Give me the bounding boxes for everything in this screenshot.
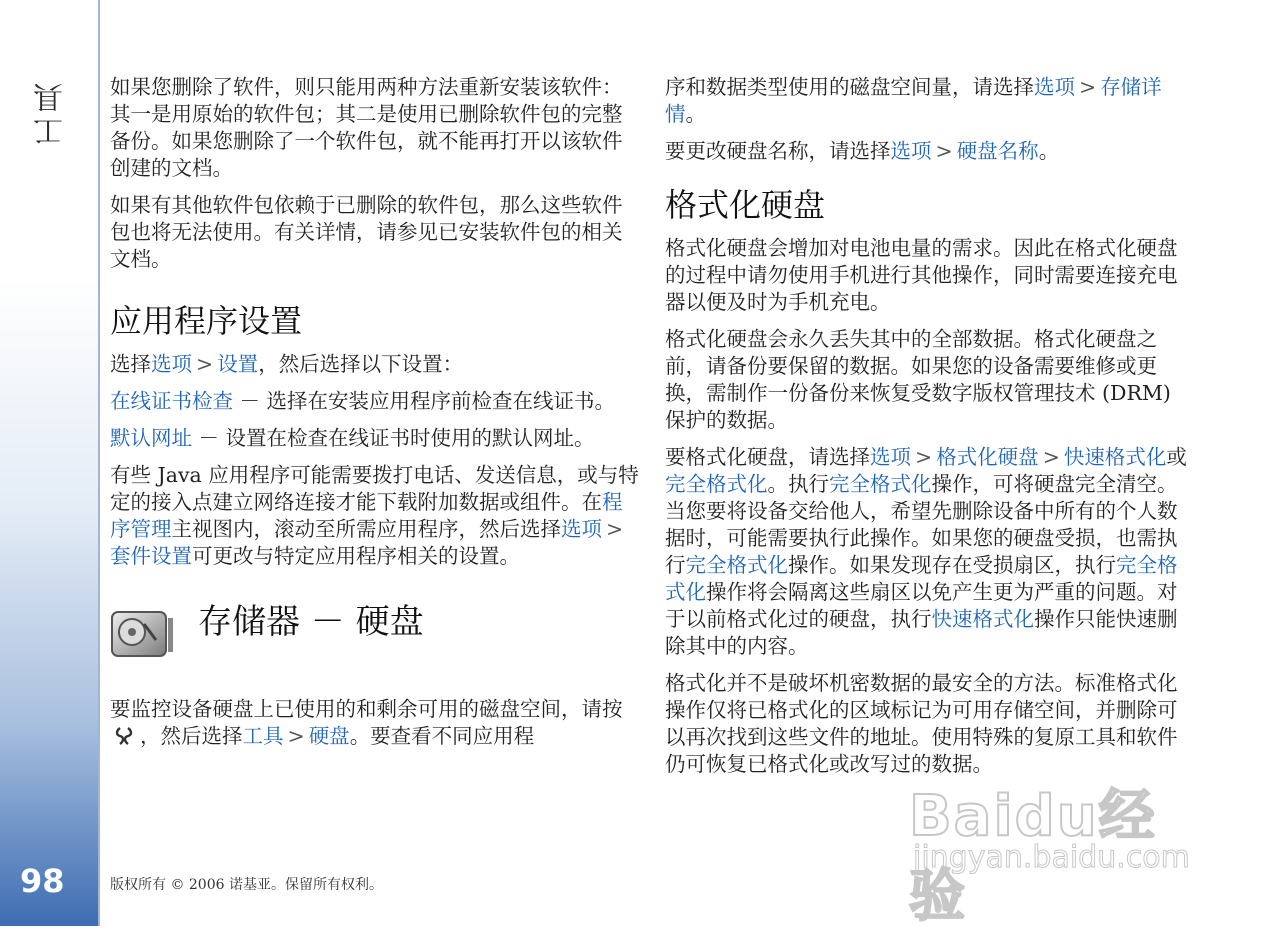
link-app-manager[interactable]: 程序管理 [110,490,623,541]
paragraph-select-settings [110,351,642,378]
text-cont-1: 序和数据类型使用的磁盘空间量，请选择 [665,75,1034,99]
arrow: > [196,352,214,376]
hard-disk-icon [110,606,176,662]
link-storage-details[interactable]: 存储详情 [665,75,1162,126]
link-options-3[interactable]: 选项 [1034,75,1075,99]
arrow: > [915,445,933,469]
text-java-2: 主视图内，滚动至所需应用程序，然后选择 [171,517,561,541]
paragraph-format-steps [665,444,1197,660]
right-column [665,74,1197,788]
link-full-format-2[interactable]: 完全格式化 [829,472,932,496]
text-online-cert-desc: － 选择在安装应用程序前检查在线证书。 [233,389,616,413]
arrow: > [935,139,953,163]
menu-key-icon [114,725,136,747]
link-options[interactable]: 选项 [151,352,192,376]
text-fp3-2: 。执行 [767,472,829,496]
text-select-suffix: ，然后选择以下设置： [258,352,464,376]
paragraph-storage-details [665,74,1197,128]
link-quick-format-2[interactable]: 快速格式化 [931,607,1034,631]
heading-app-settings: 应用程序设置 [110,302,303,340]
paragraph-java [110,462,642,570]
link-online-cert-check[interactable]: 在线证书检查 [110,389,233,413]
copyright-notice: 版权所有 © 2006 诺基亚。保留所有权利。 [110,877,383,893]
text-monitor-1: 要监控设备硬盘上已使用的和剩余可用的磁盘空间，请按 [110,697,623,721]
text-fp3-4: 操作。如果发现存在受损扇区，执行 [788,553,1116,577]
heading-format-hdd: 格式化硬盘 [665,186,826,224]
paragraph-dependencies: 如果有其他软件包依赖于已删除的软件包，那么这些软件包也将无法使用。有关详情，请参见已安装软件包的相关文档。 [110,193,623,271]
text-java-3: 可更改与特定应用程序相关的设置。 [192,544,520,568]
link-hdd[interactable]: 硬盘 [308,724,350,748]
section-label: 工具 [34,79,69,147]
text-fp3-3: 操作，可将硬盘完全清空。当您要将设备交给他人，希望先删除设备中所有的个人数据时，可能需要执行此操作。如果您的硬盘受损，也需执行 [665,472,1178,577]
link-full-format-3[interactable]: 完全格式化 [685,553,788,577]
link-quick-format[interactable]: 快速格式化 [1063,445,1167,469]
text-or: 或 [1166,445,1187,469]
watermark-url: jingyan.baidu.com [913,840,1190,875]
link-options-5[interactable]: 选项 [870,445,911,469]
text-monitor-3: 。要查看不同应用程 [349,724,535,748]
link-format-hdd[interactable]: 格式化硬盘 [936,445,1039,469]
text-period: 。 [685,102,706,126]
storage-heading-block [110,598,642,678]
link-full-format[interactable]: 完全格式化 [665,472,768,496]
link-full-format-4[interactable]: 完全格式化 [665,553,1178,604]
link-settings[interactable]: 设置 [217,352,259,376]
text-rename: 要更改硬盘名称，请选择 [665,139,891,163]
link-options-2[interactable]: 选项 [561,517,602,541]
left-column [110,74,642,760]
text-fp3-1: 要格式化硬盘，请选择 [665,445,870,469]
text-fp3-6: 操作只能快速删除其中的内容。 [665,607,1178,658]
watermark-logo: Baidu经验 [909,784,1157,929]
watermark [905,772,1205,929]
heading-storage: 存储器 － 硬盘 [198,602,424,642]
link-default-address[interactable]: 默认网址 [110,426,192,450]
paragraph-delete-software: 如果您删除了软件，则只能用两种方法重新安装该软件：其一是用原始的软件包；其二是使用已删除软件包的完整备份。如果您删除了一个软件包，就不能再打开以该软件创建的文档。 [110,75,623,180]
paragraph-online-cert [110,388,642,415]
arrow: > [606,517,624,541]
paragraph-format-power: 格式化硬盘会增加对电池电量的需求。因此在格式化硬盘的过程中请勿使用手机进行其他操作，同时需要连接充电器以便及时为手机充电。 [665,236,1178,314]
link-tools[interactable]: 工具 [242,724,284,748]
paragraph-rename [665,138,1197,165]
link-options-4[interactable]: 选项 [890,139,932,163]
paragraph-format-data-loss: 格式化硬盘会永久丢失其中的全部数据。格式化硬盘之前，请备份要保留的数据。如果您的设备需要维修或更换，需制作一份备份来恢复受数字版权管理技术 (DRM) 保护的数据。 [665,327,1171,432]
arrow: > [287,724,305,748]
link-hdd-name[interactable]: 硬盘名称 [956,139,1039,163]
link-suite-settings[interactable]: 套件设置 [110,544,192,568]
text-select: 选择 [110,352,151,376]
arrow: > [1079,75,1097,99]
paragraph-monitor-disk [110,696,642,750]
sidebar-divider [98,0,100,926]
arrow: > [1042,445,1060,469]
text-monitor-2: ，然后选择 [140,724,243,748]
paragraph-default-address [110,425,642,452]
text-period: 。 [1038,139,1060,163]
text-java-1: 有些 Java 应用程序可能需要拨打电话、发送信息，或与特定的接入点建立网络连接才能下载附加数据或组件。在 [110,463,639,514]
paragraph-format-security: 格式化并不是破坏机密数据的最安全的方法。标准格式化操作仅将已格式化的区域标记为可用存储空间，并删除可以再次找到这些文件的地址。使用特殊的复原工具和软件仍可恢复已格式化或改写过的数据。 [665,671,1178,776]
text-default-address-desc: － 设置在检查在线证书时使用的默认网址。 [192,426,595,450]
text-fp3-5: 操作将会隔离这些扇区以免产生更为严重的问题。对于以前格式化过的硬盘，执行 [665,580,1178,631]
page-number: 98 [20,862,65,900]
